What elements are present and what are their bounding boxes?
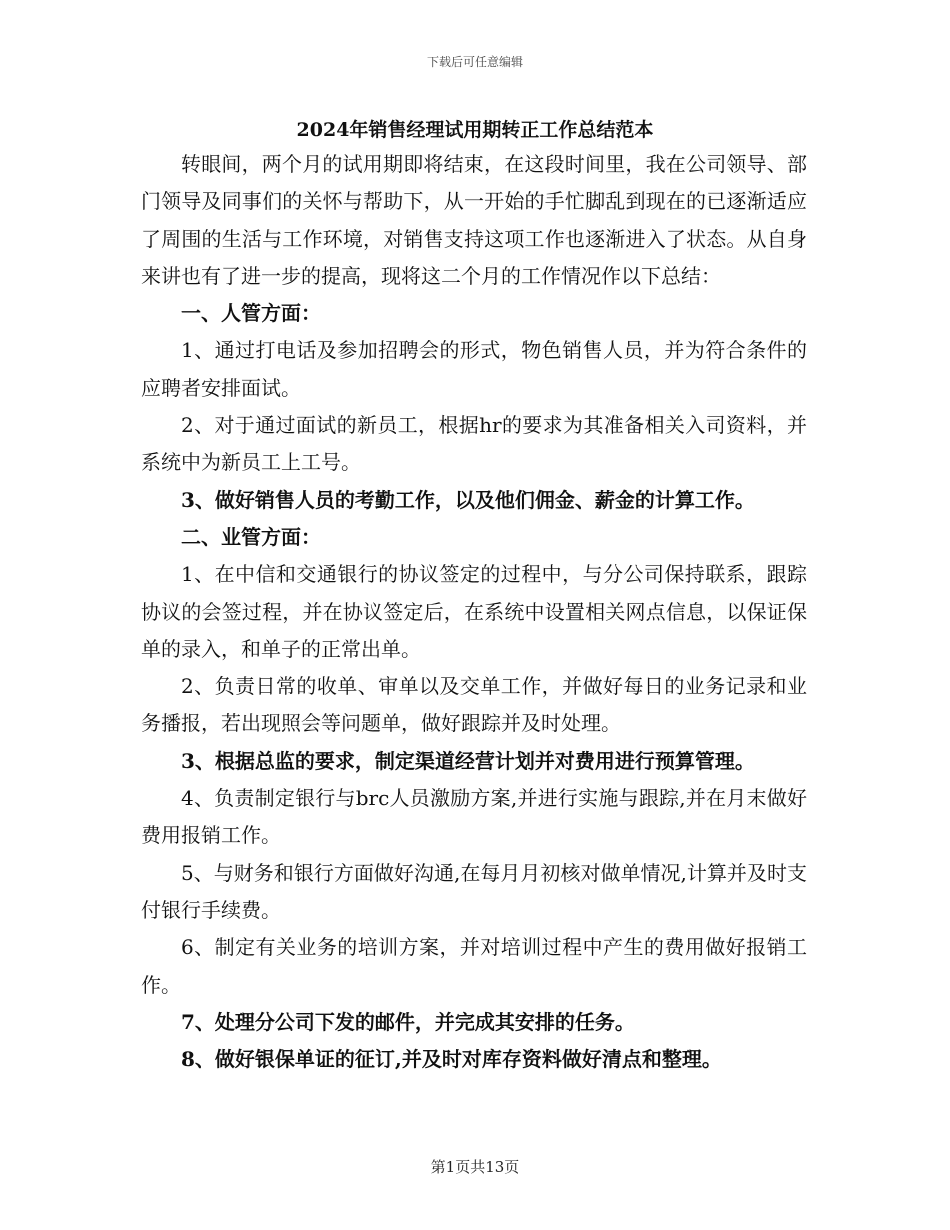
section-heading-personnel: 一、人管方面： [181,301,321,326]
list-item: 2、负责日常的收单、审单以及交单工作，并做好每日的业务记录和业务播报，若出现照会等问题单，做好跟踪并及时处理。 [141,674,807,736]
list-item-bold: 8、做好银保单证的征订,并及时对库存资料做好清点和整理。 [181,1047,722,1072]
list-item: 1、通过打电话及参加招聘会的形式，物色销售人员，并为符合条件的应聘者安排面试。 [141,338,807,400]
list-item-bold: 3、做好销售人员的考勤工作，以及他们佣金、薪金的计算工作。 [181,487,755,512]
document-body [141,146,807,1078]
list-item: 5、与财务和银行方面做好沟通,在每月月初核对做单情况,计算并及时支付银行手续费。 [141,860,807,922]
document-title: 2024年销售经理试用期转正工作总结范本 [296,119,654,141]
list-item: 6、制定有关业务的培训方案，并对培训过程中产生的费用做好报销工作。 [141,935,807,997]
header-note: 下载后可任意编辑 [426,55,523,69]
intro-paragraph: 转眼间，两个月的试用期即将结束，在这段时间里，我在公司领导、部门领导及同事们的关怀与帮助下，从一开始的手忙脚乱到现在的已逐渐适应了周围的生活与工作环境，对销售支持这项工作也逐渐进入了状态。从自身来讲也有了进一步的提高，现将这二个月的工作情况作以下总结： [141,152,807,288]
list-item: 4、负责制定银行与brc人员激励方案,并进行实施与跟踪,并在月末做好费用报销工作。 [141,786,807,848]
list-item: 2、对于通过面试的新员工，根据hr的要求为其准备相关入司资料，并系统中为新员工上工号。 [141,413,807,475]
section-heading-business: 二、业管方面： [181,524,321,549]
list-item-bold: 7、处理分公司下发的邮件，并完成其安排的任务。 [181,1009,635,1034]
page-indicator: 第1页共13页 [430,1158,520,1176]
list-item-bold: 3、根据总监的要求，制定渠道经营计划并对费用进行预算管理。 [181,748,755,773]
list-item: 1、在中信和交通银行的协议签定的过程中，与分公司保持联系，跟踪协议的会签过程，并在协议签定后，在系统中设置相关网点信息，以保证保单的录入，和单子的正常出单。 [141,562,807,661]
